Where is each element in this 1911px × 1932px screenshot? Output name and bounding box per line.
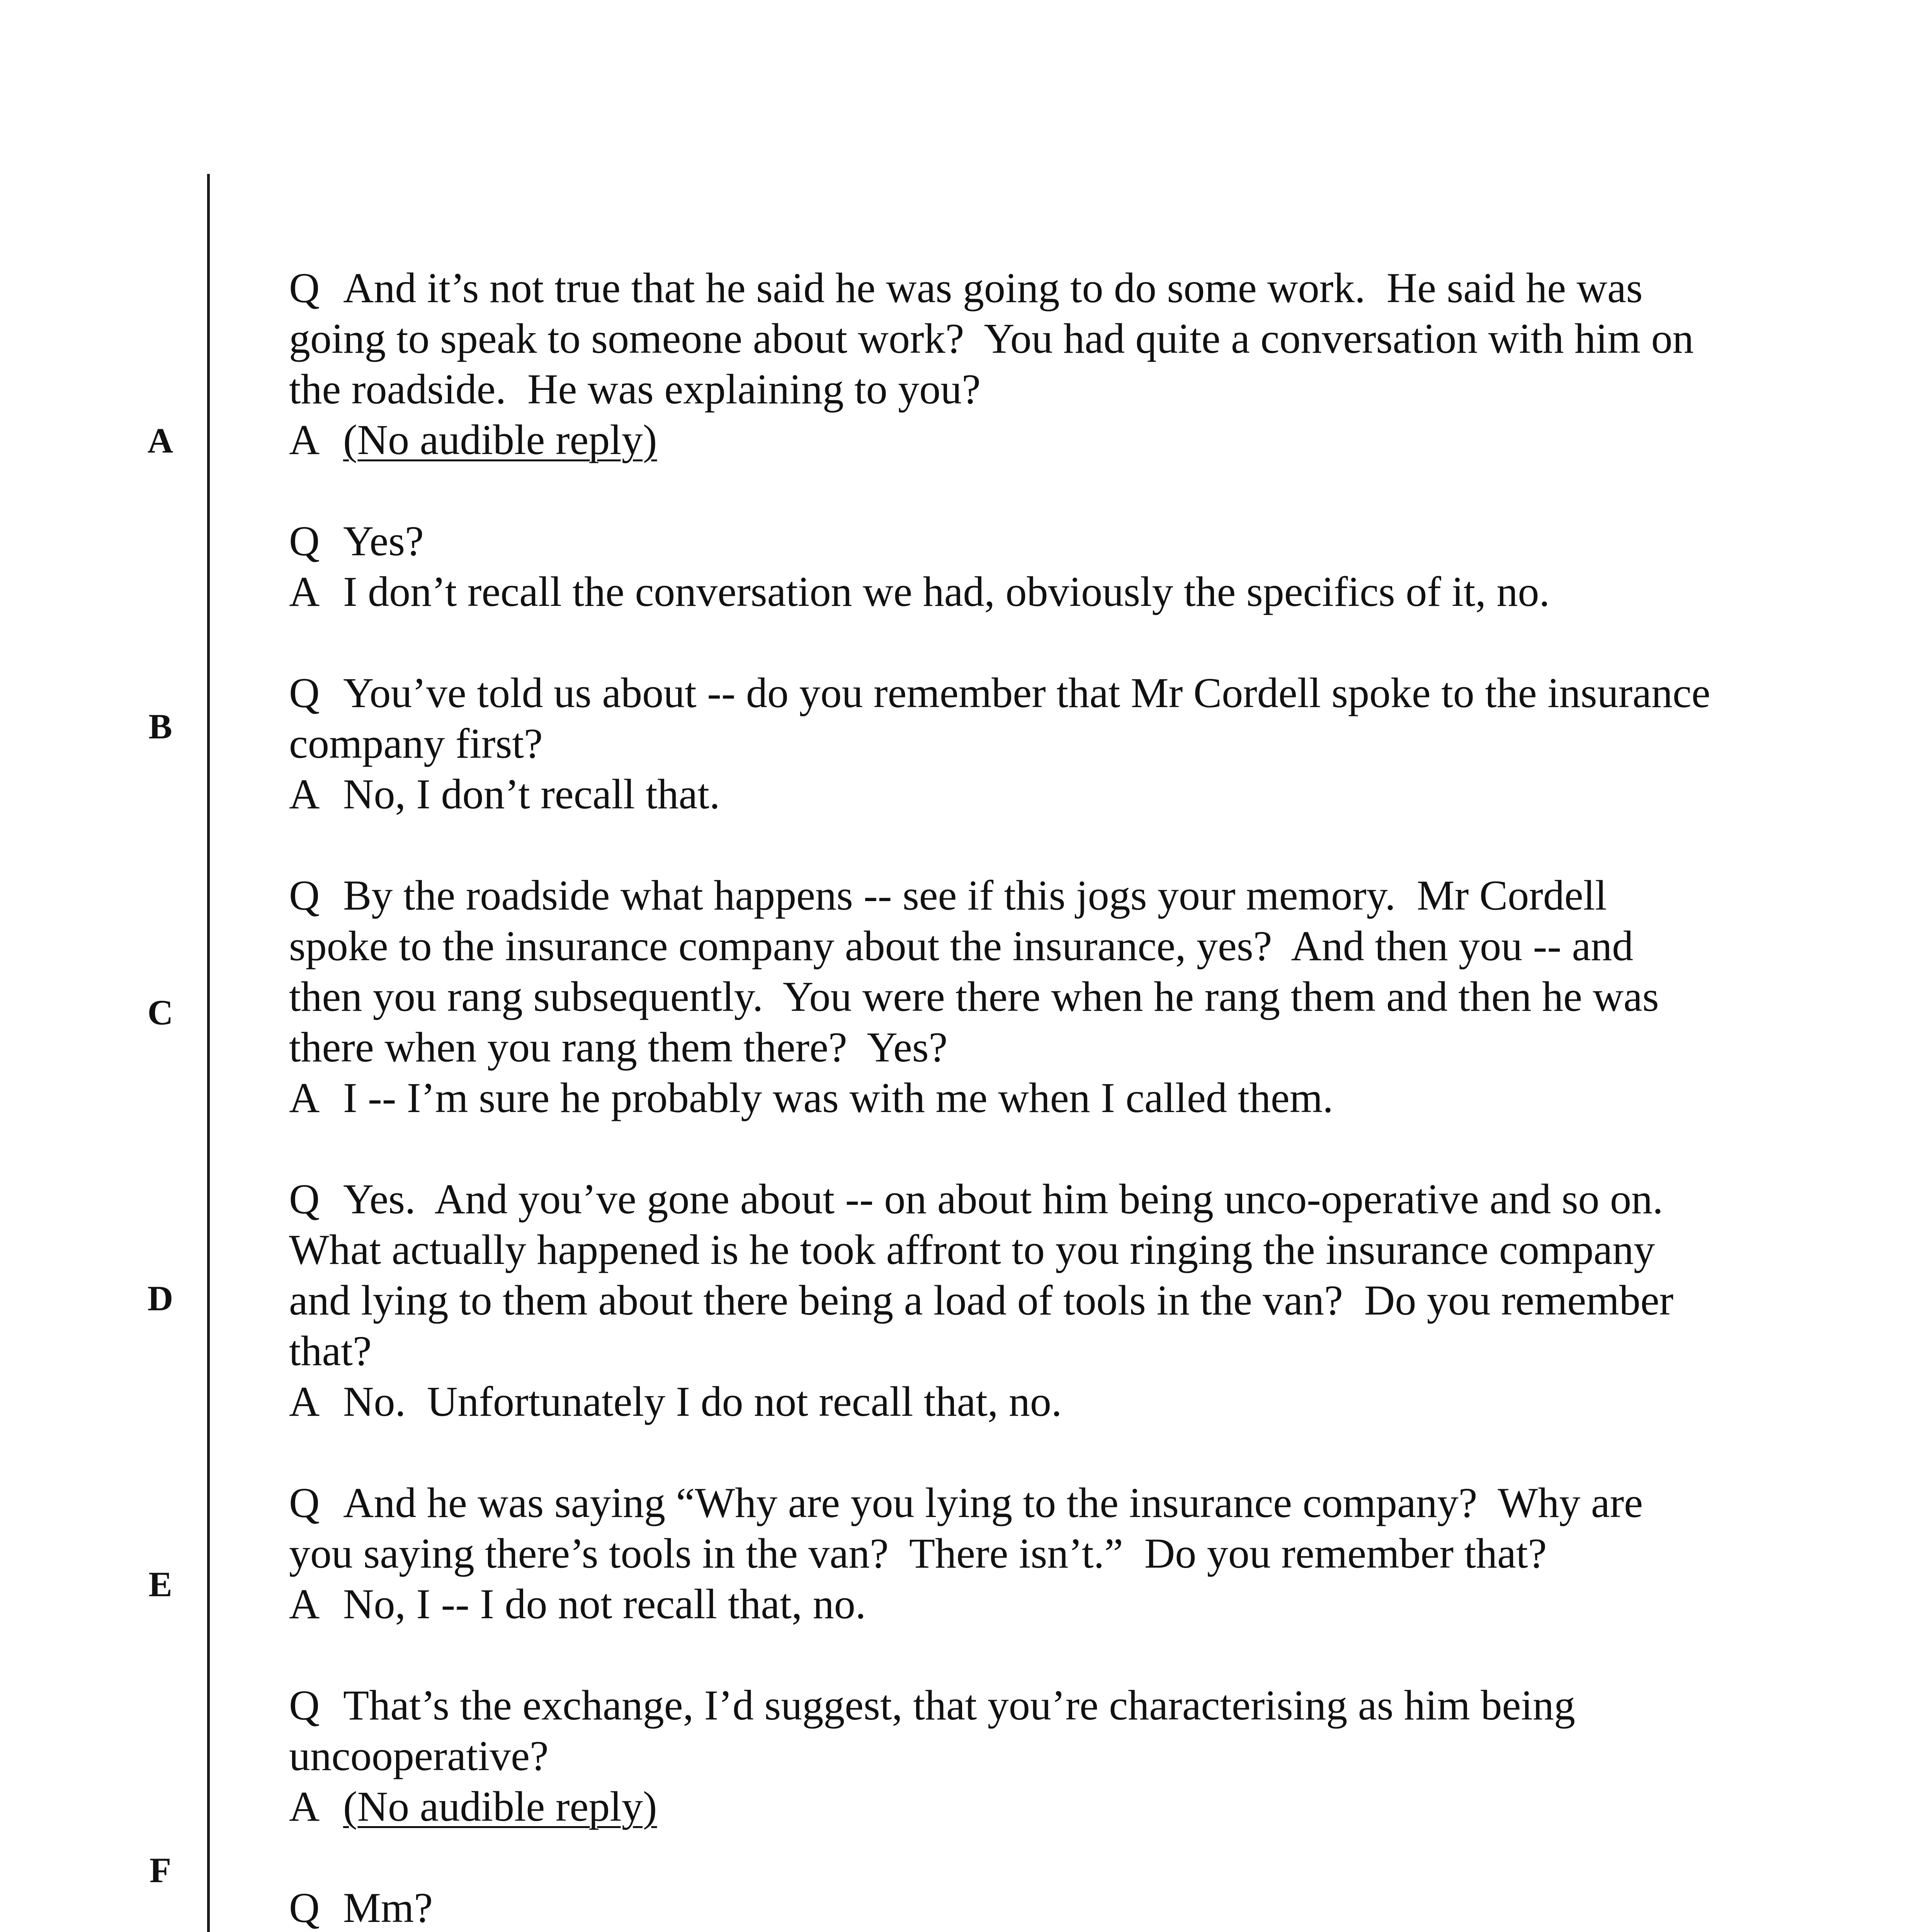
question-text: company first? [289,720,543,767]
answer-line [289,1781,1796,1832]
question-text: then you rang subsequently. You were there when he rang them and then he was [289,973,1659,1020]
answer-text: No, I don’t recall that. [343,770,720,818]
answer-marker: A [289,1580,320,1628]
answer-marker: A [289,1783,320,1830]
question-line [289,263,1796,313]
qa-exchange [289,1478,1796,1629]
question-marker: Q [289,517,320,565]
qa-exchange [289,1174,1796,1427]
question-text: By the roadside what happens -- see if this jogs your memory. Mr Cordell [343,872,1607,919]
answer-line [289,566,1796,617]
question-marker: Q [289,264,320,311]
question-text: You’ve told us about -- do you remember that Mr Cordell spoke to the insurance [343,669,1710,716]
qa-exchange [289,1680,1796,1832]
margin-letter-c: C [147,993,173,1032]
answer-marker: A [289,568,320,615]
question-text: going to speak to someone about work? You had quite a conversation with him on [289,315,1694,362]
question-text: that? [289,1327,372,1374]
margin-rule [207,174,210,1932]
question-text: What actually happened is he took affront to you ringing the insurance company [289,1226,1655,1273]
qa-exchange [289,516,1796,617]
question-marker: Q [289,1682,320,1729]
transcript-body [289,263,1796,1932]
question-line [289,1528,1796,1579]
question-text: spoke to the insurance company about the insurance, yes? And then you -- and [289,922,1634,969]
qa-exchange [289,668,1796,820]
answer-line [289,769,1796,820]
question-line [289,1731,1796,1781]
question-line [289,1478,1796,1528]
answer-marker: A [289,416,320,463]
question-line [289,1022,1796,1073]
answer-line [289,1073,1796,1123]
answer-marker: A [289,1074,320,1121]
question-line [289,1883,1796,1932]
question-text: you saying there’s tools in the van? There isn’t.” Do you remember that? [289,1530,1547,1577]
question-line [289,668,1796,718]
question-marker: Q [289,1479,320,1526]
question-text: there when you rang them there? Yes? [289,1024,948,1071]
answer-line [289,1579,1796,1629]
margin-letter-f: F [149,1850,172,1890]
question-line [289,921,1796,971]
answer-marker: A [289,1378,320,1425]
question-text: Yes. And you’ve gone about -- on about him being unco-operative and so on. [343,1175,1663,1223]
margin-letter-a: A [147,421,173,460]
answer-text: I don’t recall the conversation we had, obviously the specifics of it, no. [343,568,1550,615]
qa-exchange [289,1883,1796,1932]
question-marker: Q [289,872,320,919]
question-marker: Q [289,1175,320,1223]
question-text: Mm? [343,1884,433,1931]
question-line [289,1275,1796,1326]
question-line [289,1174,1796,1225]
answer-marker: A [289,770,320,818]
question-line [289,718,1796,769]
question-text: That’s the exchange, I’d suggest, that you’re characterising as him being [343,1682,1575,1729]
margin-letter-e: E [148,1565,172,1604]
question-line [289,516,1796,566]
question-line [289,1680,1796,1731]
question-line [289,971,1796,1022]
margin-letter-b: B [148,707,172,746]
question-text: and lying to them about there being a load of tools in the van? Do you remember [289,1277,1674,1324]
question-line [289,1225,1796,1275]
question-text: And it’s not true that he said he was going to do some work. He said he was [343,264,1643,311]
question-marker: Q [289,669,320,716]
question-text: uncooperative? [289,1732,549,1779]
answer-text: (No audible reply) [343,416,657,463]
question-text: And he was saying “Why are you lying to the insurance company? Why are [343,1479,1643,1526]
qa-exchange [289,870,1796,1123]
answer-line [289,1376,1796,1427]
question-line [289,870,1796,921]
question-line [289,364,1796,415]
answer-line [289,415,1796,465]
qa-exchange [289,263,1796,465]
question-line [289,1326,1796,1376]
question-text: the roadside. He was explaining to you? [289,366,981,413]
question-text: Yes? [343,517,424,565]
answer-text: No, I -- I do not recall that, no. [343,1580,866,1628]
answer-text: (No audible reply) [343,1783,657,1830]
question-line [289,313,1796,364]
margin-letter-d: D [147,1279,173,1318]
answer-text: No. Unfortunately I do not recall that, no. [343,1378,1062,1425]
answer-text: I -- I’m sure he probably was with me when I called them. [343,1074,1333,1121]
question-marker: Q [289,1884,320,1931]
